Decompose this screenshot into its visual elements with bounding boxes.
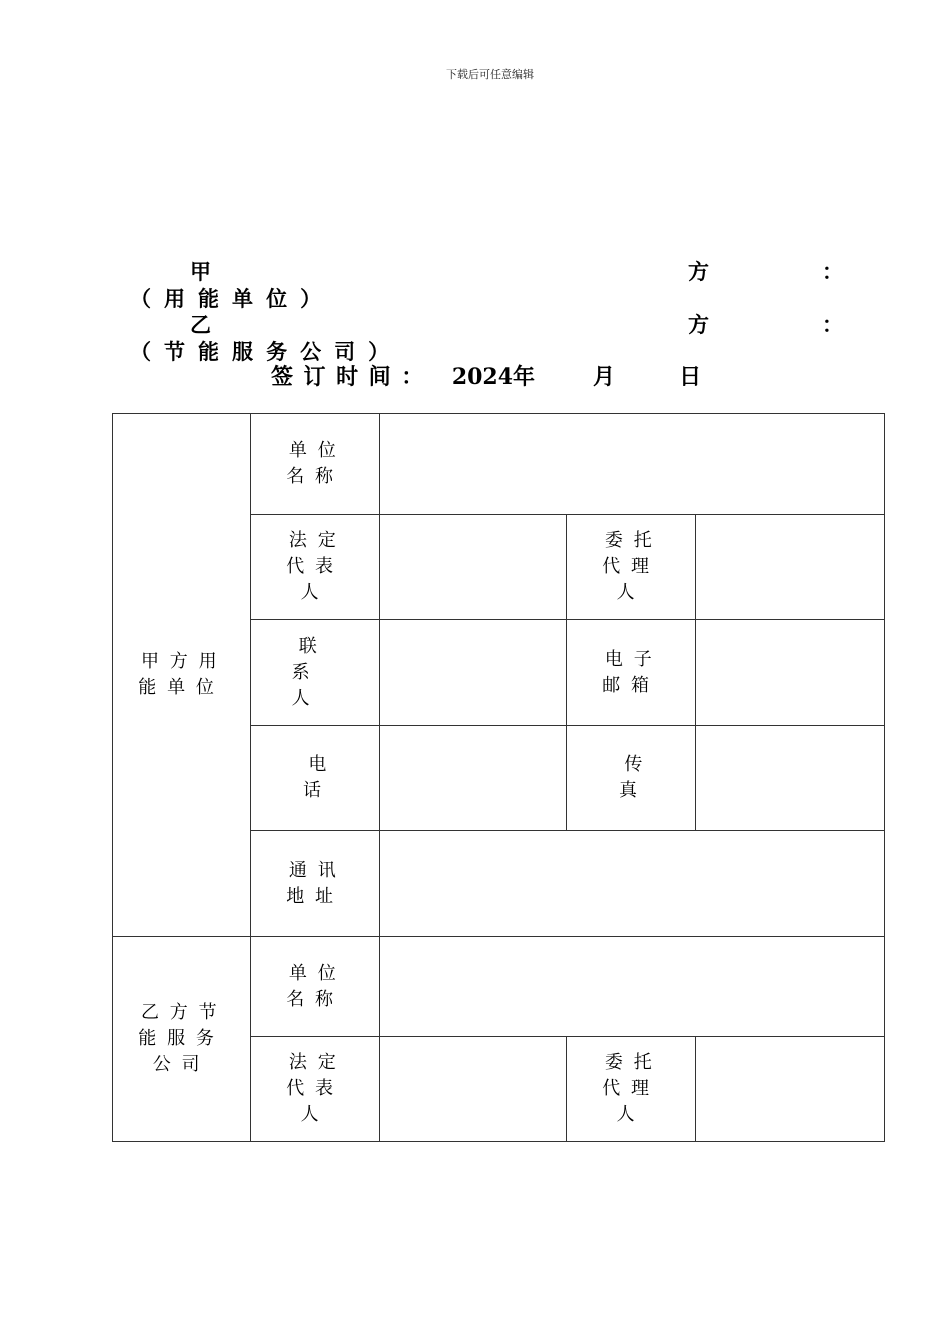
party-a-colon: ： [822,259,843,284]
party-a-subtitle: （用能单位） [130,286,335,311]
signing-month: 月 [593,364,616,390]
party-a-char1: 甲 [190,259,211,284]
legal-rep-label: 法定代表人 [251,515,380,620]
contact-label: 联系人 [251,620,380,726]
fax-label: 传真 [567,726,696,831]
party-a-phone-field[interactable] [380,726,567,831]
party-a-section-label [113,414,251,937]
party-b-subtitle: （节能服务公司） [130,339,403,364]
table-row [113,414,885,515]
party-a-char2: 方 [688,259,709,284]
party-b-unit-name-field[interactable] [380,937,885,1037]
unit-name-label: 单位名称 [251,937,380,1037]
signing-year: 2024年 [451,364,536,390]
party-b-char1: 乙 [190,312,211,337]
signing-day: 日 [679,364,702,390]
unit-name-label: 单位名称 [251,414,380,515]
legal-rep-label: 法定代表人 [251,1037,380,1142]
party-b-legal-rep-field[interactable] [380,1037,567,1142]
party-a-email-field[interactable] [696,620,885,726]
email-label: 电子邮箱 [567,620,696,726]
signing-label: 签订时间： [271,364,434,390]
address-label: 通讯地址 [251,831,380,937]
party-b-colon: ： [822,312,843,337]
agent-label: 委托代理人 [567,1037,696,1142]
party-b-char2: 方 [688,312,709,337]
party-b-section-text: 乙方节能服务公司 [138,1002,228,1075]
party-a-legal-rep-field[interactable] [380,515,567,620]
party-b-agent-field[interactable] [696,1037,885,1142]
table-row [113,937,885,1037]
agent-label: 委托代理人 [567,515,696,620]
header-note: 下载后可任意编辑 [446,68,534,81]
contract-info-table [112,413,885,1142]
party-a-contact-field[interactable] [380,620,567,726]
signing-date-line [271,360,701,391]
party-a-address-field[interactable] [380,831,885,937]
party-b-section-label [113,937,251,1142]
party-a-agent-field[interactable] [696,515,885,620]
phone-label: 电话 [251,726,380,831]
party-a-section-text: 甲方用能单位 [138,651,228,698]
party-a-fax-field[interactable] [696,726,885,831]
party-a-unit-name-field[interactable] [380,414,885,515]
